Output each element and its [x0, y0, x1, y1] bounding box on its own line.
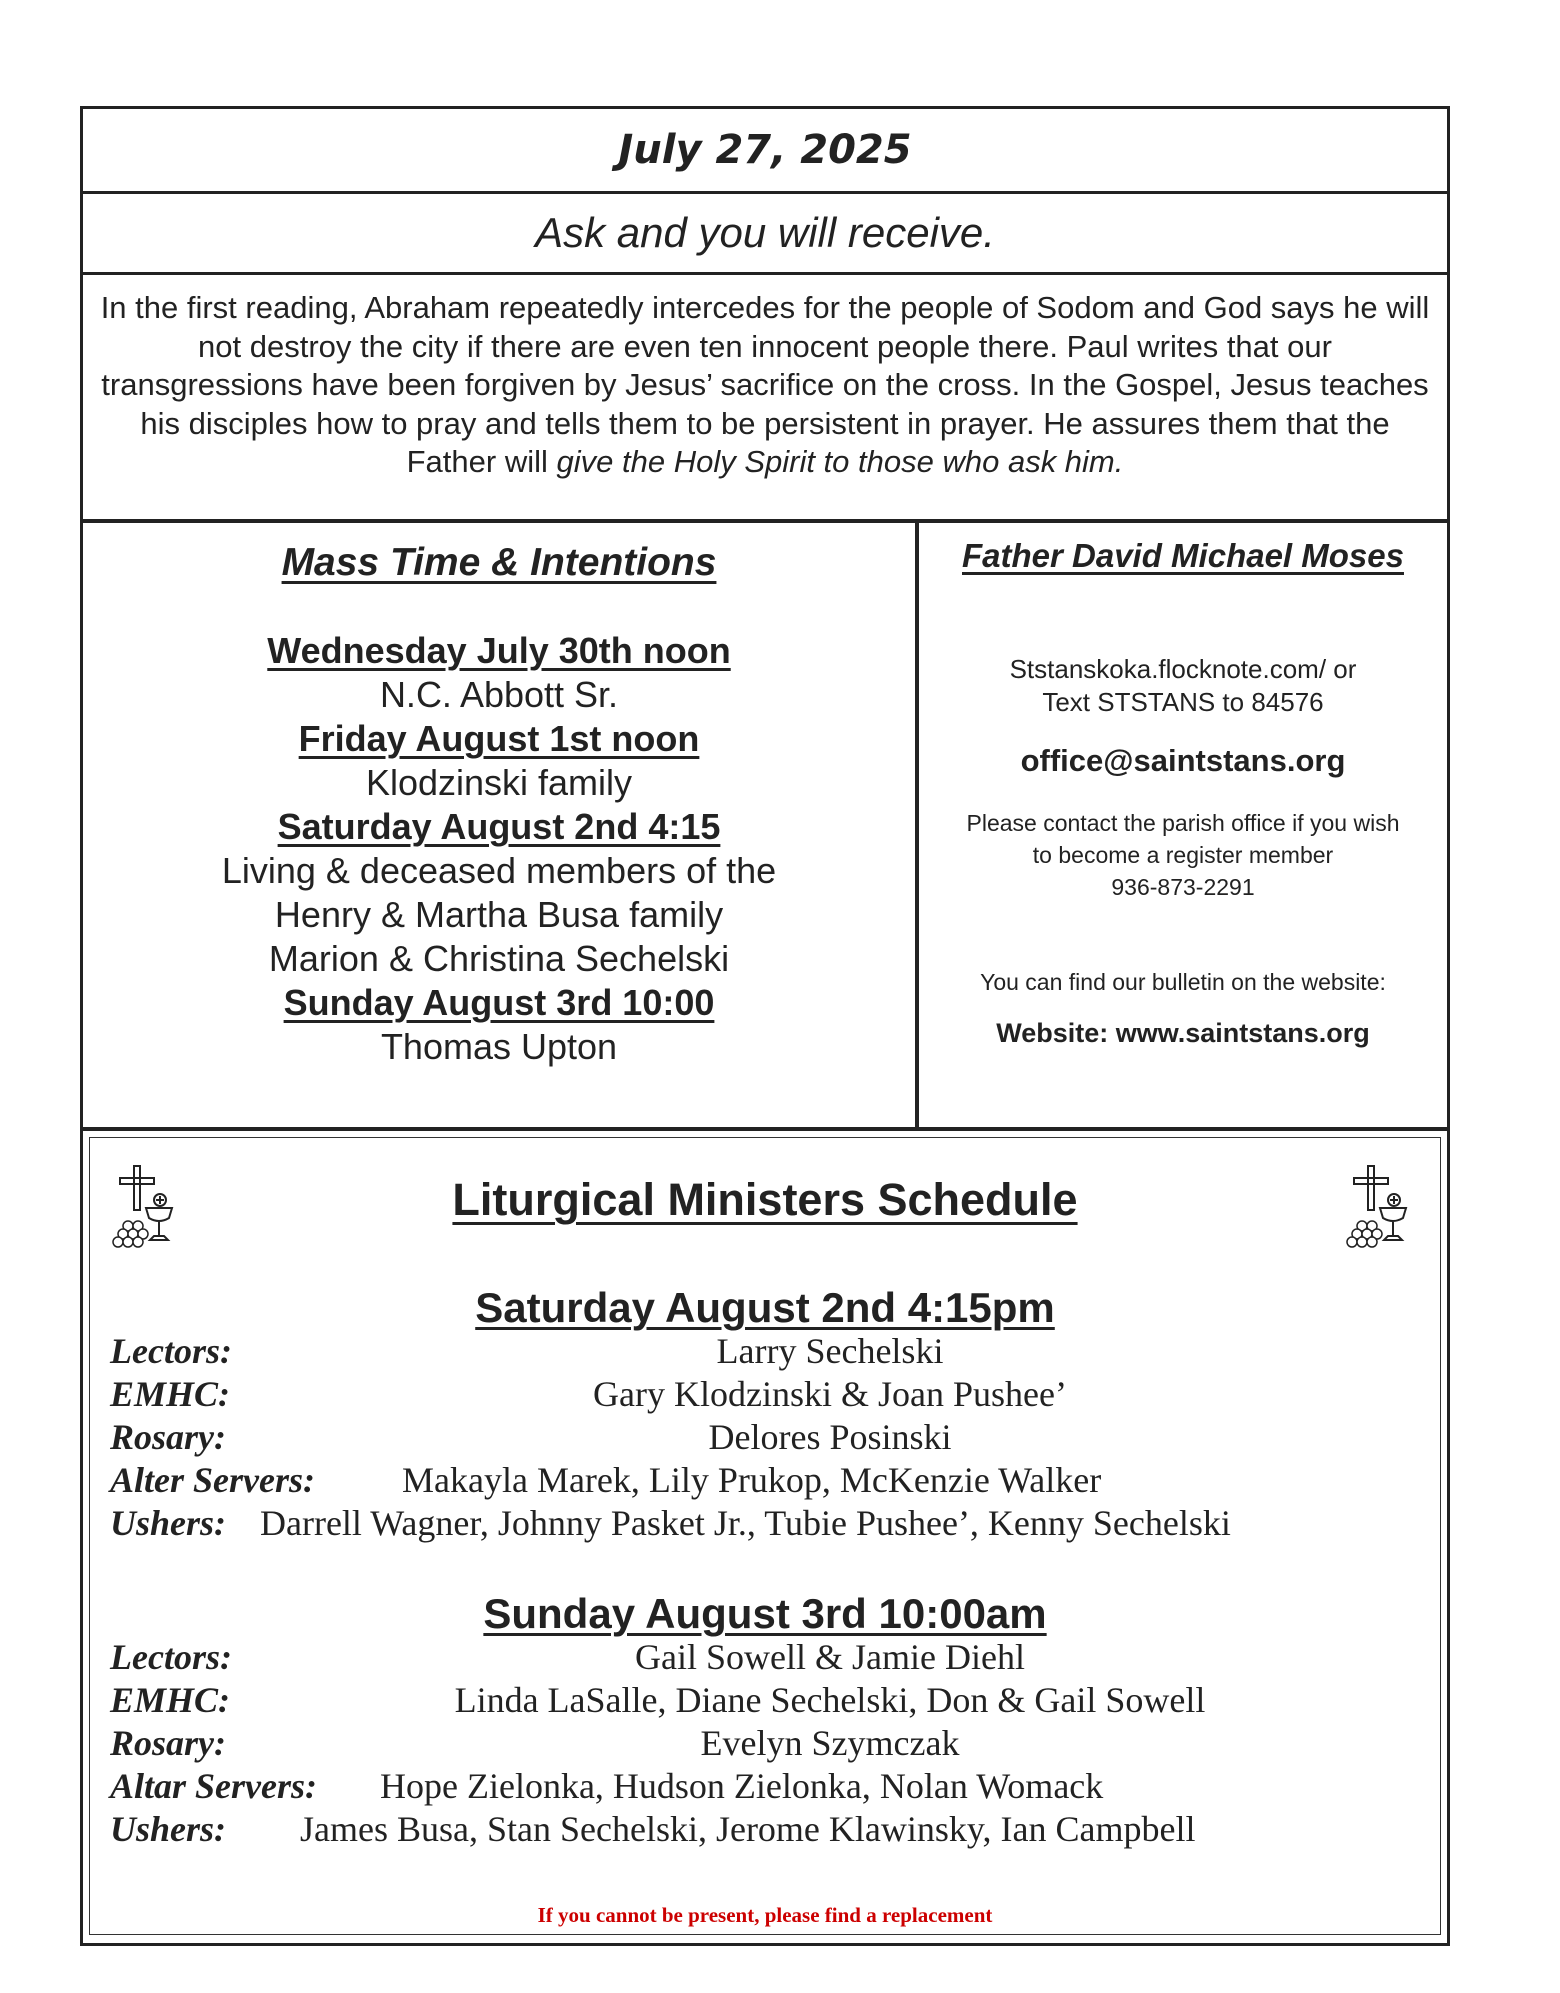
sunday-theme: Ask and you will receive. [535, 209, 995, 256]
mass-intention: N.C. Abbott Sr. [379, 674, 619, 715]
office-email-link[interactable]: office@saintstans.org [1020, 743, 1346, 778]
mass-intention: Henry & Martha Busa family [274, 894, 724, 935]
theme-row [83, 194, 1447, 275]
registration-note [919, 807, 1447, 903]
readings-summary [83, 275, 1447, 523]
priest-name: Father David Michael Moses [962, 537, 1404, 574]
sunday-rosary-row [110, 1722, 1430, 1765]
mass-contact-section [83, 523, 1447, 1131]
date-row [83, 109, 1447, 194]
mass-day-saturday: Saturday August 2nd 4:15 [277, 806, 721, 847]
servers-label: Alter Servers: [110, 1460, 315, 1500]
mass-intention: Living & deceased members of the [221, 850, 777, 891]
saturday-ushers-row [110, 1502, 1430, 1545]
sunday-servers-row [110, 1765, 1430, 1808]
rosary-label: Rosary: [110, 1723, 226, 1763]
lectors-label: Lectors: [110, 1331, 232, 1371]
office-phone: 936-873-2291 [1111, 874, 1255, 900]
mass-day-friday: Friday August 1st noon [298, 718, 700, 759]
flocknote-line[interactable]: Ststanskoka.flocknote.com/ or [1009, 654, 1357, 684]
lectors-value: Larry Sechelski [716, 1331, 944, 1371]
mass-intentions-title: Mass Time & Intentions [281, 541, 717, 584]
sunday-service-heading: Sunday August 3rd 10:00am [483, 1590, 1047, 1637]
contact-panel [919, 523, 1447, 1127]
rosary-label: Rosary: [110, 1417, 226, 1457]
mass-intention: Klodzinski family [365, 762, 633, 803]
mass-intention: Thomas Upton [380, 1026, 618, 1067]
website-link[interactable]: Website: www.saintstans.org [996, 1018, 1370, 1048]
servers-value: Hope Zielonka, Hudson Zielonka, Nolan Womack [380, 1766, 1104, 1806]
lectors-value: Gail Sowell & Jamie Diehl [635, 1637, 1025, 1677]
bulletin-note: You can find our bulletin on the website: [980, 969, 1386, 995]
registration-line: Please contact the parish office if you wish [966, 810, 1400, 836]
rosary-value: Delores Posinski [708, 1417, 952, 1457]
replacement-note: If you cannot be present, please find a replacement [537, 1903, 993, 1927]
saturday-service-heading: Saturday August 2nd 4:15pm [475, 1284, 1055, 1331]
bulletin-date: July 27, 2025 [618, 127, 912, 173]
ushers-label: Ushers: [110, 1503, 227, 1543]
ushers-value: James Busa, Stan Sechelski, Jerome Klawinsky, Ian Campbell [300, 1809, 1196, 1849]
servers-label: Altar Servers: [110, 1766, 317, 1806]
sunday-emhc-row [110, 1679, 1430, 1722]
saturday-servers-row [110, 1459, 1430, 1502]
mass-intention: Marion & Christina Sechelski [268, 938, 730, 979]
sunday-lectors-row [110, 1636, 1430, 1679]
readings-summary-text: In the first reading, Abraham repeatedly intercedes for the people of Sodom and God says he will not destroy the city if there are even ten innocent people there. Paul writes that our transgressions have been forgiven by Jesus’ sacrifice on the cross. In the Gospel, Jesus teaches his disciples how to pray and tells them to be persistent in prayer. He assures them that the Father will [100, 290, 1430, 479]
schedule-title: Liturgical Ministers Schedule [452, 1174, 1078, 1225]
ushers-value: Darrell Wagner, Johnny Pasket Jr., Tubie Pushee’, Kenny Sechelski [260, 1503, 1231, 1543]
text-signup-line: Text STSTANS to 84576 [1042, 687, 1324, 717]
saturday-lectors-row [110, 1330, 1430, 1373]
mass-intentions-list [83, 629, 915, 1069]
emhc-value: Gary Klodzinski & Joan Pushee’ [593, 1374, 1067, 1414]
ministers-schedule-box [89, 1137, 1441, 1935]
ushers-label: Ushers: [110, 1809, 227, 1849]
sunday-ushers-row [110, 1808, 1430, 1851]
emhc-label: EMHC: [110, 1374, 231, 1414]
lectors-label: Lectors: [110, 1637, 232, 1677]
readings-summary-italic: give the Holy Spirit to those who ask him. [556, 444, 1124, 479]
mass-intentions-panel [83, 523, 915, 1127]
emhc-label: EMHC: [110, 1680, 231, 1720]
emhc-value: Linda LaSalle, Diane Sechelski, Don & Gail Sowell [454, 1680, 1206, 1720]
mass-day-wednesday: Wednesday July 30th noon [267, 630, 731, 671]
saturday-rosary-row [110, 1416, 1430, 1459]
bulletin-frame [80, 106, 1450, 1946]
mass-day-sunday: Sunday August 3rd 10:00 [283, 982, 715, 1023]
flocknote-info [919, 653, 1447, 719]
registration-line: to become a register member [1032, 842, 1334, 868]
saturday-emhc-row [110, 1373, 1430, 1416]
servers-value: Makayla Marek, Lily Prukop, McKenzie Walker [402, 1460, 1102, 1500]
ministers-schedule-section [83, 1131, 1447, 1943]
rosary-value: Evelyn Szymczak [700, 1723, 960, 1763]
